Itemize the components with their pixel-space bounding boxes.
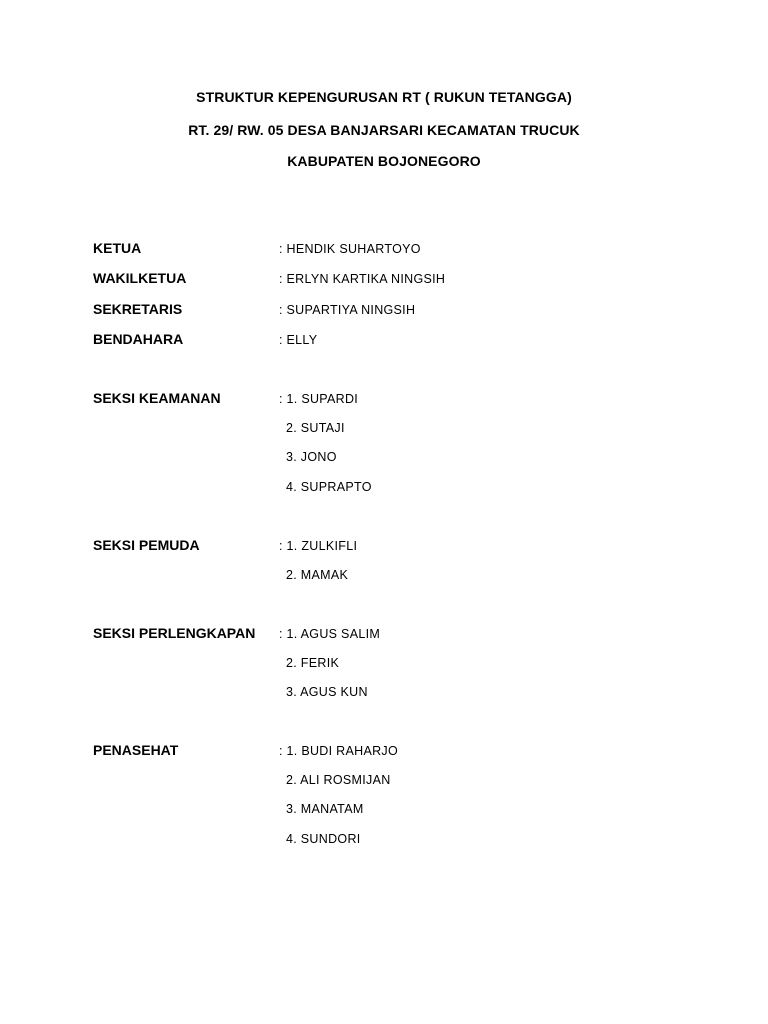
name-wakil-ketua: : ERLYN KARTIKA NINGSIH [279,272,446,286]
name-sekretaris: : SUPARTIYA NINGSIH [279,303,416,317]
member-penasehat-1: : 1. BUDI RAHARJO [279,744,399,758]
role-sekretaris: SEKRETARIS [93,301,183,317]
name-bendahara: : ELLY [279,333,318,347]
document-subtitle-regency: KABUPATEN BOJONEGORO [287,153,481,169]
member-keamanan-3: 3. JONO [286,450,337,464]
document-title: STRUKTUR KEPENGURUSAN RT ( RUKUN TETANGGA) [196,89,572,105]
member-penasehat-3: 3. MANATAM [286,802,364,816]
member-penasehat-2: 2. ALI ROSMIJAN [286,773,391,787]
member-keamanan-1: : 1. SUPARDI [279,392,359,406]
member-pemuda-2: 2. MAMAK [286,568,349,582]
member-penasehat-4: 4. SUNDORI [286,832,361,846]
role-penasehat: PENASEHAT [93,742,179,758]
role-ketua: KETUA [93,240,142,256]
role-bendahara: BENDAHARA [93,331,184,347]
document-subtitle-location: RT. 29/ RW. 05 DESA BANJARSARI KECAMATAN TRUCUK [188,122,580,138]
member-perlengkapan-1: : 1. AGUS SALIM [279,627,381,641]
member-perlengkapan-2: 2. FERIK [286,656,340,670]
member-perlengkapan-3: 3. AGUS KUN [286,685,368,699]
role-seksi-pemuda: SEKSI PEMUDA [93,537,200,553]
member-pemuda-1: : 1. ZULKIFLI [279,539,358,553]
name-ketua: : HENDIK SUHARTOYO [279,242,421,256]
role-seksi-keamanan: SEKSI KEAMANAN [93,390,221,406]
role-seksi-perlengkapan: SEKSI PERLENGKAPAN [93,625,256,641]
role-wakil-ketua: WAKILKETUA [93,270,187,286]
member-keamanan-2: 2. SUTAJI [286,421,345,435]
member-keamanan-4: 4. SUPRAPTO [286,480,372,494]
